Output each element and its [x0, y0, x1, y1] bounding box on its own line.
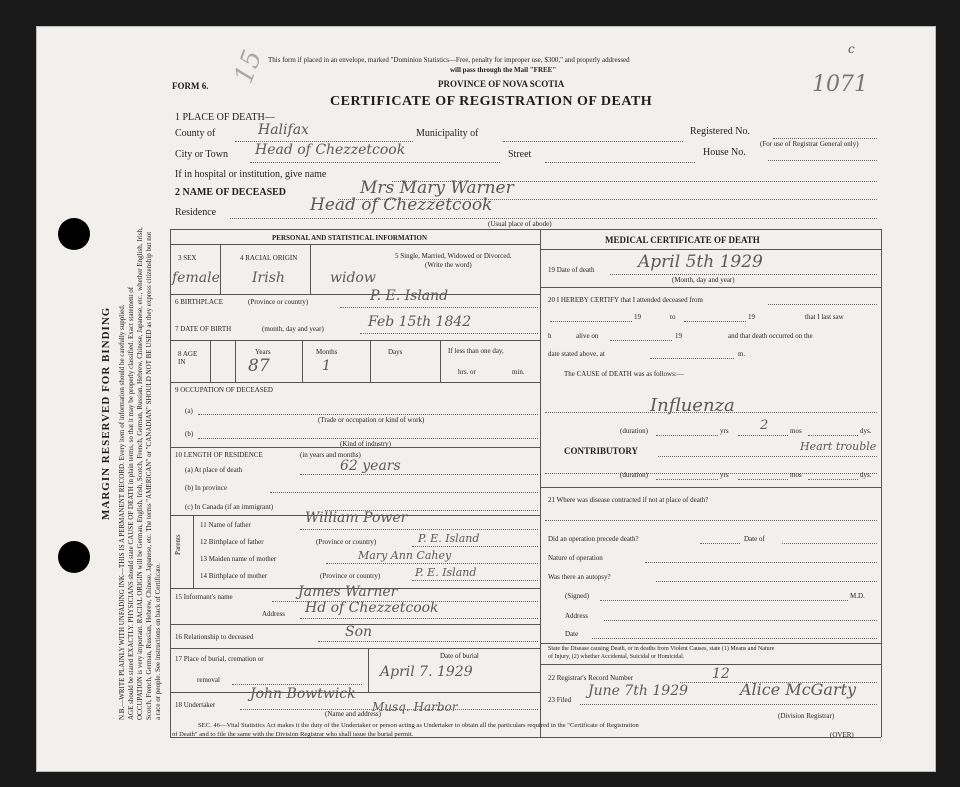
hours-label: hrs. or — [458, 368, 476, 376]
medical-heading: MEDICAL CERTIFICATE OF DEATH — [605, 235, 760, 245]
violent-note-2: of Injury, (2) whether Accidental, Suicidal or Homicidal. — [548, 654, 685, 660]
date-burial-value: April 7. 1929 — [380, 664, 473, 680]
margin-binding-label: MARGIN RESERVED FOR BINDING — [100, 306, 112, 520]
marital-value: widow — [330, 270, 376, 286]
informant-value: James Warner — [298, 584, 398, 600]
mother-birth-value: P. E. Island — [415, 566, 477, 579]
marital-label: 5 Single, Married, Widowed or Divorced. — [395, 252, 512, 260]
months-label: Months — [316, 348, 338, 356]
informant-label: 15 Informant's name — [175, 593, 233, 601]
nature-operation-label: Nature of operation — [548, 554, 603, 562]
medical-date-label: Date — [565, 630, 579, 638]
occupation-label: 9 OCCUPATION OF DECEASED — [175, 386, 273, 394]
registrar-use-note: (For use of Registrar General only) — [760, 140, 859, 148]
margin-note-1: N.B.—WRITE PLAINLY WITH UNFADING INK—THIS IS A PERMANENT RECORD. Every item of information should be carefully supplied. — [118, 304, 126, 720]
informant-address-label: Address — [262, 610, 285, 618]
pencil-mark: 15 — [228, 46, 269, 88]
signed-label: (Signed) — [565, 592, 590, 600]
less-than-day: If less than one day, — [448, 347, 504, 355]
father-birth-value: P. E. Island — [418, 532, 480, 545]
mail-notice-line2: will pass through the Mail "FREE" — [450, 66, 557, 74]
father-name-label: 11 Name of father — [200, 521, 251, 529]
birthplace-value: P. E. Island — [370, 288, 449, 304]
mother-name-label: 13 Maiden name of mother — [200, 555, 277, 563]
in-canada-label: (c) In Canada (if an immigrant) — [185, 503, 274, 511]
house-no-label: House No. — [703, 147, 746, 158]
mail-notice-line1: This form if placed in an envelope, marked "Dominion Statistics—Free, penalty for improper use, $300," and properly addressed — [268, 56, 630, 64]
duration-value: 2 — [760, 418, 769, 433]
deceased-name-value: Mrs Mary Warner — [360, 178, 514, 198]
years-label: Years — [255, 348, 271, 356]
margin-note-2: AGE should be stated EXACTLY. PHYSICIANS should state CAUSE OF DEATH in plain terms, so that it may be properly classified. Exact statement of — [127, 286, 135, 720]
length-residence-hint: (in years and months) — [300, 451, 361, 459]
minutes-label: min. — [512, 368, 525, 376]
mother-name-value: Mary Ann Cahey — [358, 549, 452, 562]
nineteen-c: 19 — [675, 332, 682, 340]
occupation-b-hint: (Kind of industry) — [340, 440, 391, 448]
deceased-name-label: 2 NAME OF DECEASED — [175, 187, 287, 198]
parents-label: Parents — [174, 534, 182, 555]
age-years-value: 87 — [248, 356, 270, 376]
violent-note-1: State the Disease causing Death, or in deaths from Violent Causes, state (1) Means and Nature — [548, 646, 775, 652]
occupation-b: (b) — [185, 430, 194, 438]
margin-note-3: OCCUPATION is very important. RACIAL ORIGIN will be German, English, Irish, Scotch, French, German, Russian, Hebrew, Chinese, Japanese, etc., whether English, Irish, — [136, 227, 144, 720]
county-value: Halifax — [258, 122, 309, 138]
contributory-value: Heart trouble — [800, 440, 877, 453]
relationship-label: 16 Relationship to deceased — [175, 633, 254, 641]
residence-label: Residence — [175, 207, 217, 218]
mos-label-1: mos — [790, 427, 802, 435]
nineteen-b: 19 — [748, 313, 755, 321]
md-label: M.D. — [850, 592, 865, 600]
mother-birth-hint: (Province or country) — [320, 572, 381, 580]
reg-number-label: 22 Registrar's Record Number — [548, 674, 634, 682]
date-of-death-value: April 5th 1929 — [638, 252, 763, 272]
sec46-line1: SEC. 46—Vital Statistics Act makes it the duty of the Undertaker or person acting as Undertaker to obtain all the particulars required in the "Certificate of Registration — [198, 722, 639, 729]
length-residence-label: 10 LENGTH OF RESIDENCE — [175, 451, 263, 459]
margin-note-5: a race or people. See instructions on back of Certificate. — [154, 563, 162, 720]
province-name: PROVINCE OF NOVA SCOTIA — [438, 79, 565, 89]
place-of-death-label: 1 PLACE OF DEATH— — [175, 112, 275, 123]
undertaker-value: John Bowtwick — [250, 686, 356, 702]
filed-value: June 7th 1929 — [588, 683, 689, 699]
sex-value: female — [172, 270, 220, 286]
to-label: to — [670, 313, 676, 321]
date-of-label: Date of — [744, 535, 765, 543]
age-months-value: 1 — [322, 358, 331, 374]
occupation-a: (a) — [185, 407, 193, 415]
informant-address-value: Hd of Chezzetcook — [305, 600, 439, 616]
in-province-label: (b) In province — [185, 484, 227, 492]
alive-on-label: alive on — [576, 332, 599, 340]
corner-number: 1071 — [812, 72, 868, 97]
name-address-hint: (Name and address) — [325, 710, 381, 718]
m-label: m. — [738, 350, 746, 358]
filed-label: 23 Filed — [548, 696, 572, 704]
dob-hint: (month, day and year) — [262, 325, 324, 333]
reg-number-value: 12 — [712, 666, 730, 682]
city-label: City or Town — [175, 149, 229, 160]
death-occurred-label: and that death occurred on the — [728, 332, 813, 340]
duration-label-2: (duration) — [620, 471, 648, 479]
marital-hint: (Write the word) — [425, 261, 472, 269]
cause-label: The CAUSE of DEATH was as follows:— — [564, 370, 684, 378]
dob-value: Feb 15th 1842 — [368, 314, 472, 330]
relationship-value: Son — [345, 624, 373, 640]
date-stated-label: date stated above, at — [548, 350, 605, 358]
duration-label-1: (duration) — [620, 427, 648, 435]
date-of-death-hint: (Month, day and year) — [672, 276, 735, 284]
registered-no-label: Registered No. — [690, 126, 750, 137]
days-label: Days — [388, 348, 403, 356]
mos-label-2: mos — [790, 471, 802, 479]
father-name-value: William Power — [305, 510, 408, 526]
certificate-title: CERTIFICATE OF REGISTRATION OF DEATH — [330, 94, 653, 109]
binder-hole-top — [58, 218, 90, 250]
birthplace-label: 6 BIRTHPLACE — [175, 298, 223, 306]
age-label: 8 AGE IN — [178, 350, 198, 366]
yrs-label-2: yrs — [720, 471, 729, 479]
father-birth-label: 12 Birthplace of father — [200, 538, 264, 546]
cause-value: Influenza — [650, 395, 735, 416]
form-number: FORM 6. — [172, 81, 209, 91]
personal-info-heading: PERSONAL AND STATISTICAL INFORMATION — [272, 234, 428, 242]
h-label: h — [548, 332, 552, 340]
medical-address-label: Address — [565, 612, 588, 620]
nineteen-a: 19 — [634, 313, 641, 321]
burial-place-label: 17 Place of burial, cremation or — [175, 655, 264, 663]
corner-mark: c — [848, 42, 855, 56]
contributory-label: CONTRIBUTORY — [564, 446, 639, 456]
at-place-label: (a) At place of death — [185, 466, 243, 474]
undertaker-address: Musq. Harbor — [372, 700, 458, 714]
street-label: Street — [508, 149, 532, 160]
undertaker-label: 18 Undertaker — [175, 701, 216, 709]
hospital-label: If in hospital or institution, give name — [175, 169, 327, 180]
operation-label: Did an operation precede death? — [548, 535, 639, 543]
dob-label: 7 DATE OF BIRTH — [175, 325, 232, 333]
autopsy-label: Was there an autopsy? — [548, 573, 611, 581]
residence-value: Head of Chezzetcook — [310, 195, 493, 215]
last-saw-label: that I last saw — [805, 313, 844, 321]
over-label: (OVER) — [830, 731, 854, 739]
usual-abode-note: (Usual place of abode) — [488, 220, 552, 228]
date-burial-label: Date of burial — [440, 652, 479, 660]
mother-birth-label: 14 Birthplace of mother — [200, 572, 268, 580]
certify-label: 20 I HEREBY CERTIFY that I attended deceased from — [548, 296, 703, 304]
city-value: Head of Chezzetcook — [255, 142, 406, 158]
margin-note-4: Scotch, French, German, Russian, Hebrew, Chinese, Japanese, etc. The terms "AMERICAN" or "CANADIAN" SHOULD NOT BE USED as they express citizenship but not — [145, 231, 153, 720]
racial-origin-label: 4 RACIAL ORIGIN — [240, 254, 298, 262]
date-of-death-label: 19 Date of death — [548, 266, 595, 274]
at-place-value: 62 years — [340, 458, 401, 474]
father-birth-hint: (Province or country) — [316, 538, 377, 546]
sec46-line2: of Death" and to file the same with the Division Registrar who shall issue the burial permit. — [172, 731, 414, 738]
birthplace-hint: (Province or country) — [248, 298, 309, 306]
yrs-label-1: yrs — [720, 427, 729, 435]
registrar-signature: Alice McGarty — [740, 680, 857, 699]
binder-hole-bottom — [58, 541, 90, 573]
dys-label-2: dys. — [860, 471, 872, 479]
contracted-label: 21 Where was disease contracted if not at place of death? — [548, 496, 709, 504]
sex-label: 3 SEX — [178, 254, 197, 262]
racial-origin-value: Irish — [252, 270, 285, 286]
dys-label-1: dys. — [860, 427, 872, 435]
county-label: County of — [175, 128, 216, 139]
division-registrar-label: (Division Registrar) — [778, 712, 835, 720]
removal-label: removal — [197, 676, 220, 684]
occupation-a-hint: (Trade or occupation or kind of work) — [318, 416, 425, 424]
municipality-label: Municipality of — [416, 128, 479, 139]
